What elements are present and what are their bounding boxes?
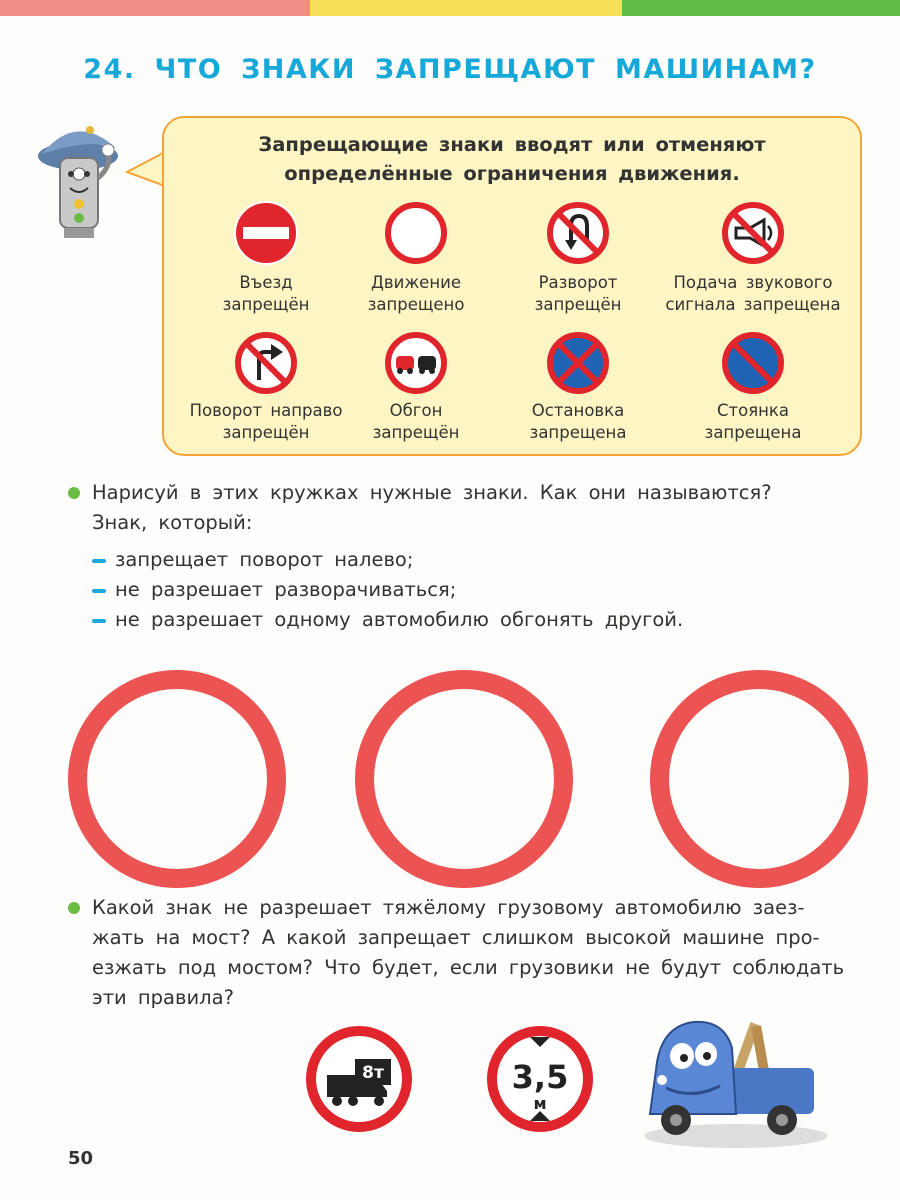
task1-item: запрещает поворот налево;: [115, 548, 414, 571]
no-entry-sign-icon: [233, 200, 299, 266]
drawing-circle-3[interactable]: [650, 670, 868, 888]
caption-line: Стоянка: [716, 401, 790, 420]
drawing-circle-1[interactable]: [68, 670, 286, 888]
caption-line: запрещён: [534, 295, 622, 314]
intro-line-1: Запрещающие знаки вводят или отменяют: [258, 133, 766, 156]
task2-line: жать на мост? А какой запрещает слишком высокой машине про-: [92, 926, 820, 949]
caption-line: запрещена: [529, 423, 627, 442]
caption-no-u-turn: [478, 272, 678, 316]
task1-line-2: Знак, который:: [92, 511, 253, 534]
list-dash: [92, 619, 106, 623]
page-number: 50: [68, 1148, 94, 1169]
intro-text: [164, 130, 860, 188]
caption-line: Поворот направо: [189, 401, 343, 420]
strip-green: [622, 0, 900, 16]
task1-text: [92, 478, 772, 538]
no-stopping-sign-icon: [545, 330, 611, 396]
caption-line: запрещён: [222, 295, 310, 314]
caption-no-stopping: [478, 400, 678, 444]
caption-line: сигнала запрещена: [665, 295, 841, 314]
intro-line-2: определённые ограничения движения.: [284, 162, 740, 185]
task1-line-1: Нарисуй в этих кружках нужные знаки. Как они называются?: [92, 481, 772, 504]
task2-line: езжать под мостом? Что будет, если грузовики не будут соблюдать: [92, 956, 845, 979]
task-bullet: [68, 902, 80, 914]
caption-line: запрещён: [222, 423, 310, 442]
caption-line: Подача звукового: [673, 273, 833, 292]
height-sign-value: 3,5: [511, 1058, 569, 1096]
list-dash: [92, 589, 106, 593]
height-limit-sign-icon: [486, 1025, 594, 1133]
task1-item: не разрешает разворачиваться;: [115, 578, 457, 601]
task1-item: не разрешает одному автомобилю обгонять другой.: [115, 608, 684, 631]
task2-line: Какой знак не разрешает тяжёлому грузовому автомобилю заез-: [92, 896, 805, 919]
caption-no-horn: [653, 272, 853, 316]
weight-limit-sign-icon: [305, 1025, 413, 1133]
caption-line: Обгон: [389, 401, 443, 420]
caption-line: Движение: [370, 273, 462, 292]
height-sign-unit: м: [533, 1094, 547, 1113]
no-u-turn-sign-icon: [545, 200, 611, 266]
caption-line: запрещено: [367, 295, 465, 314]
drawing-circle-2[interactable]: [355, 670, 573, 888]
caption-line: Разворот: [538, 273, 618, 292]
caption-line: запрещён: [372, 423, 460, 442]
task2-line: эти правила?: [92, 986, 234, 1009]
caption-line: запрещена: [704, 423, 802, 442]
page-title: 24. ЧТО ЗНАКИ ЗАПРЕЩАЮТ МАШИНАМ?: [83, 54, 817, 85]
weight-sign-label: 8т: [362, 1063, 384, 1083]
top-color-strip: [0, 0, 900, 16]
no-parking-sign-icon: [720, 330, 786, 396]
caption-line: Остановка: [531, 401, 625, 420]
caption-line: Въезд: [239, 273, 293, 292]
speech-bubble-tail: [125, 150, 167, 190]
caption-no-parking: [653, 400, 853, 444]
no-overtaking-sign-icon: [383, 330, 449, 396]
list-dash: [92, 559, 106, 563]
traffic-light-mascot-icon: [30, 108, 130, 243]
strip-yellow: [310, 0, 622, 16]
info-bubble: [162, 116, 862, 456]
no-horn-sign-icon: [720, 200, 786, 266]
task-bullet: [68, 487, 80, 499]
no-right-turn-sign-icon: [233, 330, 299, 396]
strip-red: [0, 0, 310, 16]
task2-text: [92, 893, 872, 1013]
no-vehicles-sign-icon: [383, 200, 449, 266]
truck-mascot-icon: [636, 1008, 836, 1150]
